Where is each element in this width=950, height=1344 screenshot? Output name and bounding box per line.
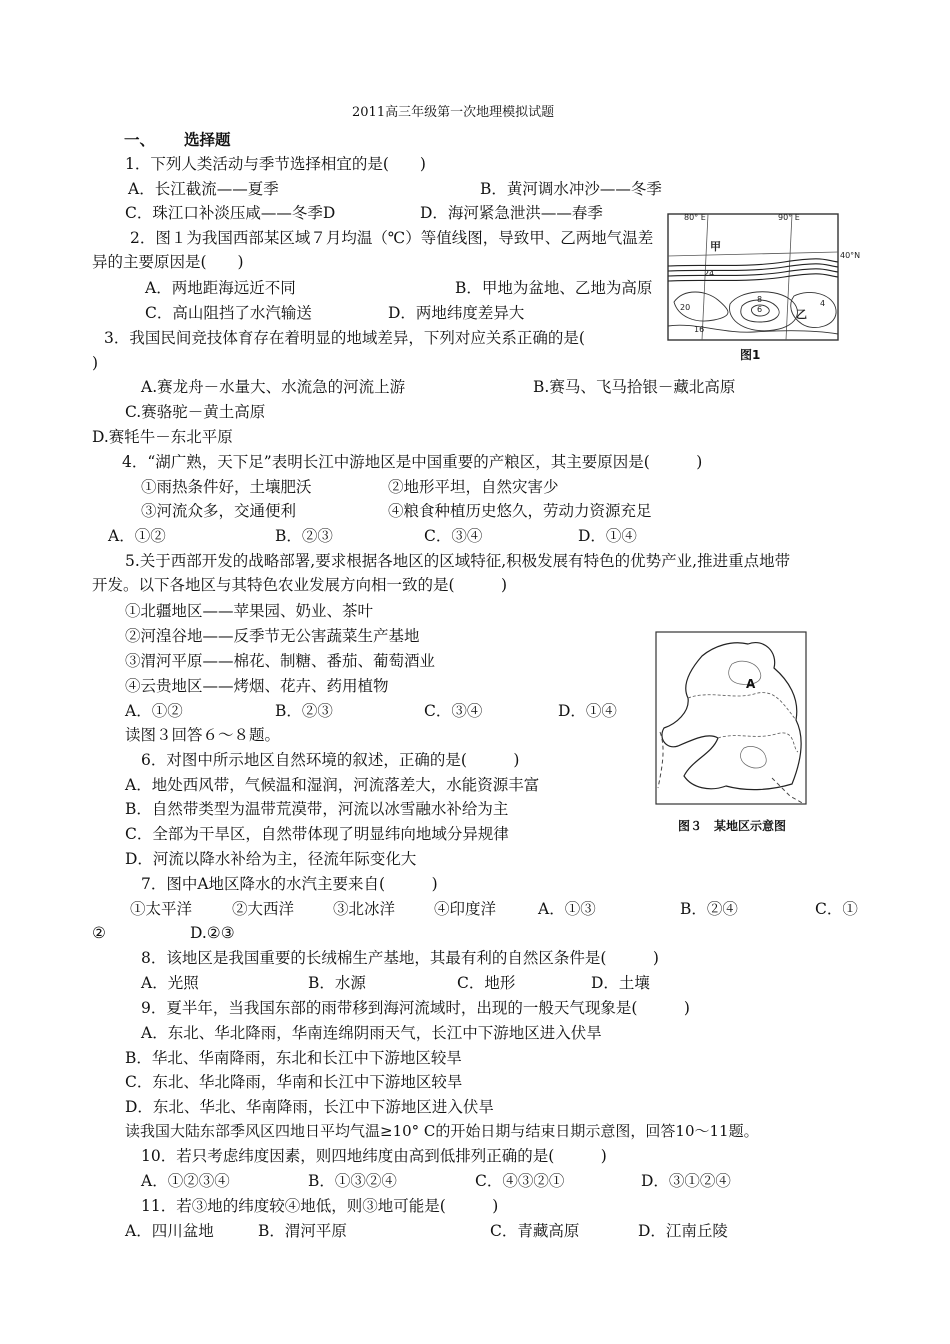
q4-statement-4: ④粮食种植历史悠久，劳动力资源充足 (388, 502, 652, 520)
fig1-lon-80: 80° E (684, 213, 706, 222)
q2-option-d: D．两地纬度差异大 (388, 304, 525, 322)
fig1-lat-40: 40°N (840, 251, 860, 260)
q3-stem-line2: ) (92, 354, 99, 372)
figure-1-map (664, 206, 860, 366)
q2-option-b: B．甲地为盆地、乙地为高原 (455, 279, 653, 297)
fig1-isotherm-4: 4 (820, 299, 826, 308)
q3-option-d: D.赛牦牛－东北平原 (92, 428, 233, 446)
q1-option-d: D．海河紧急泄洪——春季 (420, 204, 603, 222)
q4-option-b: B．②③ (275, 527, 333, 545)
q9-option-b: B．华北、华南降雨，东北和长江中下游地区较旱 (125, 1049, 462, 1067)
q8-option-d: D．土壤 (591, 974, 650, 992)
fig1-isotherm-16: 16 (694, 325, 705, 334)
q2-stem-line2: 异的主要原因是( ) (92, 253, 244, 271)
q8-stem: 8．该地区是我国重要的长绒棉生产基地，其最有利的自然区条件是( ) (141, 949, 659, 967)
q5-statement-1: ①北疆地区——苹果园、奶业、茶叶 (125, 602, 374, 620)
q7-statement-3: ③北冰洋 (333, 900, 396, 918)
q2-option-c: C．高山阻挡了水汽输送 (145, 304, 312, 322)
fig3-region-a: A (746, 677, 756, 691)
q6-option-a: A．地处西风带，气候温和湿润，河流落差大，水能资源丰富 (125, 776, 540, 794)
section-number: 一、 (124, 130, 156, 149)
figure-3 (652, 628, 812, 838)
q4-statement-3: ③河流众多，交通便利 (141, 502, 297, 520)
q5-stem-line1: 5.关于西部开发的战略部署,要求根据各地区的区域特征,积极发展有特色的优势产业,推进重点地带 (125, 552, 791, 570)
q10-option-b: B．①③②④ (308, 1172, 397, 1190)
q8-option-a: A．光照 (141, 974, 199, 992)
q5-statement-4: ④云贵地区——烤烟、花卉、药用植物 (125, 677, 389, 695)
fig1-lon-90: 90° E (778, 213, 800, 222)
q9-option-a: A．东北、华北降雨，华南连绵阴雨天气，长江中下游地区进入伏旱 (141, 1024, 602, 1042)
figure-3-caption: 图３ 某地区示意图 (678, 819, 787, 833)
q1-stem: 1．下列人类活动与季节选择相宜的是( ) (125, 155, 426, 173)
q5-option-b: B．②③ (275, 702, 333, 720)
page-title: 2011高三年级第一次地理模拟试题 (352, 105, 555, 120)
q10-option-c: C．④③②① (475, 1172, 565, 1190)
q11-stem: 11．若③地的纬度较④地低，则③地可能是( ) (141, 1197, 499, 1215)
q10-option-d: D．③①②④ (641, 1172, 731, 1190)
figure-3-map (652, 628, 812, 808)
q3-stem-line1: 3．我国民间竞技体育存在着明显的地域差异，下列对应关系正确的是( (104, 329, 585, 347)
q3-option-a: A.赛龙舟－水量大、水流急的河流上游 (141, 378, 406, 396)
q5-option-c: C．③④ (424, 702, 483, 720)
q7-option-d: D.②③ (190, 924, 235, 942)
q7-statement-2: ②大西洋 (232, 900, 295, 918)
q5-option-d: D．①④ (558, 702, 617, 720)
q8-option-b: B．水源 (308, 974, 366, 992)
fig1-place-yi: 乙 (796, 308, 807, 321)
fig1-isotherm-6: 6 (757, 305, 763, 314)
q3-option-b: B.赛马、飞马拾银－藏北高原 (533, 378, 736, 396)
q7-option-c: C．① (815, 900, 858, 918)
q7-option-a: A．①③ (538, 900, 596, 918)
q4-statement-2: ②地形平坦，自然灾害少 (388, 478, 559, 496)
figure-instruction-q10-11: 读我国大陆东部季风区四地日平均气温≥10° C的开始日期与结束日期示意图，回答10～11题。 (125, 1122, 759, 1140)
q7-option-b: B．②④ (680, 900, 738, 918)
q5-statement-2: ②河湟谷地——反季节无公害蔬菜生产基地 (125, 627, 420, 645)
figure3-instruction: 读图３回答６～８题。 (125, 726, 281, 744)
q2-stem-line1: 2．图１为我国西部某区域７月均温（℃）等值线图，导致甲、乙两地气温差 (130, 229, 654, 247)
figure-1 (664, 206, 860, 366)
section-heading: 选择题 (184, 130, 231, 149)
q6-option-c: C．全部为干旱区，自然带体现了明显纬向地域分异规律 (125, 825, 509, 843)
q4-stem: 4．“湖广熟，天下足”表明长江中游地区是中国重要的产粮区，其主要原因是( ) (122, 453, 703, 471)
q9-option-c: C．东北、华北降雨，华南和长江中下游地区较旱 (125, 1073, 463, 1091)
q11-option-c: C．青藏高原 (490, 1222, 580, 1240)
q4-option-c: C．③④ (424, 527, 483, 545)
q1-option-c: C．珠江口补淡压咸——冬季D (125, 204, 336, 222)
q10-option-a: A．①②③④ (141, 1172, 230, 1190)
fig1-isotherm-24: 24 (704, 269, 715, 278)
q9-stem: 9．夏半年，当我国东部的雨带移到海河流域时，出现的一般天气现象是( ) (141, 999, 690, 1017)
q6-option-b: B．自然带类型为温带荒漠带，河流以冰雪融水补给为主 (125, 800, 509, 818)
q1-option-a: A．长江截流——夏季 (128, 180, 279, 198)
q10-stem: 10．若只考虑纬度因素，则四地纬度由高到低排列正确的是( ) (141, 1147, 607, 1165)
q6-option-d: D．河流以降水补给为主，径流年际变化大 (125, 850, 417, 868)
q7-statement-4: ④印度洋 (434, 900, 497, 918)
q4-statement-1: ①雨热条件好，土壤肥沃 (141, 478, 312, 496)
q9-option-d: D．东北、华北、华南降雨，长江中下游地区进入伏旱 (125, 1098, 494, 1116)
q11-option-b: B．渭河平原 (258, 1222, 347, 1240)
q4-option-a: A．①② (108, 527, 166, 545)
q2-option-a: A．两地距海远近不同 (145, 279, 296, 297)
q1-option-b: B．黄河调水冲沙——冬季 (480, 180, 662, 198)
q5-option-a: A．①② (125, 702, 183, 720)
q5-statement-3: ③渭河平原——棉花、制糖、番茄、葡萄酒业 (125, 652, 436, 670)
q7-stem: 7．图中A地区降水的水汽主要来自( ) (141, 875, 438, 893)
fig1-place-jia: 甲 (710, 240, 721, 253)
q6-stem: 6．对图中所示地区自然环境的叙述，正确的是( ) (141, 751, 520, 769)
q5-stem-line2: 开发。以下各地区与其特色农业发展方向相一致的是( ) (92, 576, 508, 594)
fig1-isotherm-20: 20 (680, 303, 691, 312)
q7-statement-1: ①太平洋 (130, 900, 193, 918)
q7-option-c-continued: ② (92, 924, 106, 942)
q11-option-d: D．江南丘陵 (638, 1222, 728, 1240)
fig1-isotherm-8: 8 (757, 295, 763, 304)
q4-option-d: D．①④ (578, 527, 637, 545)
q8-option-c: C．地形 (457, 974, 516, 992)
q3-option-c: C.赛骆驼－黄土高原 (125, 403, 266, 421)
figure-1-caption: 图1 (740, 348, 761, 362)
q11-option-a: A．四川盆地 (125, 1222, 214, 1240)
